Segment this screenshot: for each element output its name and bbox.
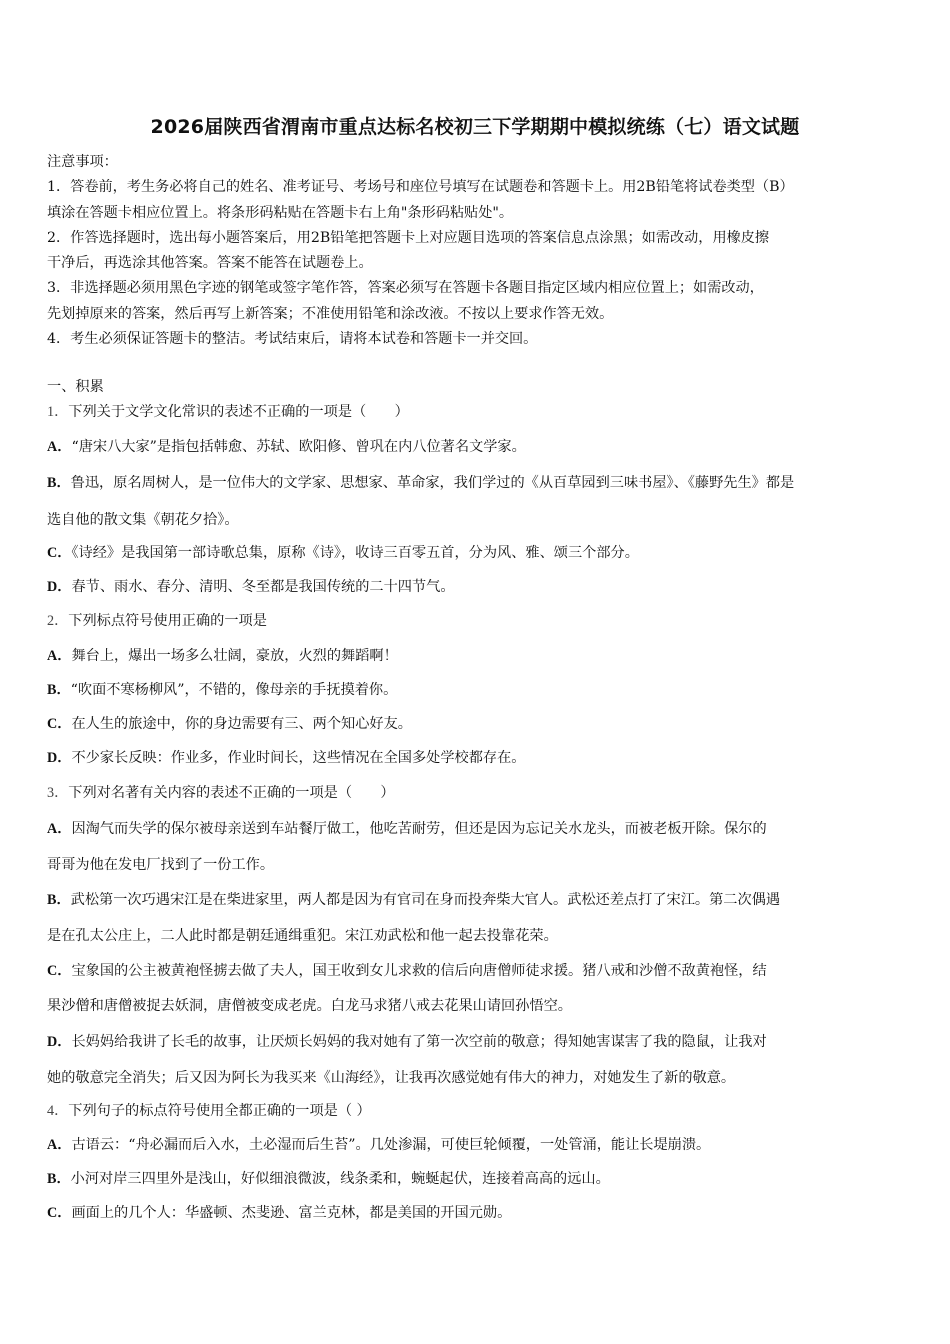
option-text: “唐宋八大家”是指包括韩愈、苏轼、欧阳修、曾巩在内八位著名文学家。 bbox=[71, 439, 526, 455]
option-text: 古语云：“舟必漏而后入水，土必湿而后生苔”。几处渗漏，可使巨轮倾覆，一处管涌，能让长堤崩溃。 bbox=[71, 1137, 711, 1153]
option-text: “吹面不寒杨柳风”，不错的，像母亲的手抚摸着你。 bbox=[70, 682, 398, 698]
option-letter: C． bbox=[47, 545, 72, 561]
option-letter: B． bbox=[47, 1171, 71, 1187]
question-text: 下列句子的标点符号使用全都正确的一项是（ ） bbox=[68, 1103, 371, 1119]
option-letter: C． bbox=[47, 963, 72, 979]
option-line bbox=[47, 645, 398, 665]
option-line bbox=[47, 960, 767, 980]
option-text: 舞台上，爆出一场多么壮阔，豪放，火烈的舞蹈啊！ bbox=[71, 648, 398, 664]
option-text: 鲁迅，原名周树人，是一位伟大的文学家、思想家、革命家，我们学过的《从百草园到三味书屋》、《藤野先生》都是 bbox=[70, 475, 795, 491]
notice-block bbox=[47, 150, 917, 352]
section-heading: 一、积累 bbox=[47, 379, 104, 395]
option-text: 小河对岸三四里外是浅山，好似细浪微波，线条柔和，蜿蜒起伏，连接着高高的远山。 bbox=[70, 1171, 610, 1187]
option-letter: B． bbox=[47, 892, 71, 908]
option-text: 不少家长反映：作业多，作业时间长，这些情况在全国多处学校都存在。 bbox=[71, 750, 526, 766]
option-letter: B． bbox=[47, 475, 71, 491]
question-stem bbox=[47, 782, 395, 802]
option-letter: A． bbox=[47, 439, 72, 455]
notice-heading: 注意事项： bbox=[47, 154, 118, 170]
option-text: 《诗经》是我国第一部诗歌总集，原称《诗》，收诗三百零五首，分为风、雅、颂三个部分。 bbox=[71, 545, 639, 561]
question-number: 1． bbox=[47, 404, 69, 420]
option-line bbox=[47, 542, 639, 562]
option-continuation: 哥哥为他在发电厂找到了一份工作。 bbox=[47, 857, 275, 873]
question-text: 下列标点符号使用正确的一项是 bbox=[68, 613, 267, 629]
option-text: 在人生的旅途中，你的身边需要有三、两个知心好友。 bbox=[71, 716, 412, 732]
notice-line: 3．非选择题必须用黑色字迹的钢笔或签字笔作答，答案必须写在答题卡各题目指定区域内相应位置上；如需改动， bbox=[47, 280, 764, 297]
question-stem bbox=[47, 401, 409, 421]
option-line bbox=[47, 1134, 710, 1154]
option-text: 武松第一次巧遇宋江是在柴进家里，两人都是因为有官司在身而投奔柴大官人。武松还差点打了宋江。第二次偶遇 bbox=[70, 892, 781, 908]
option-continuation: 是在孔太公庄上，二人此时都是朝廷通缉重犯。宋江劝武松和他一起去投靠花荣。 bbox=[47, 928, 558, 944]
option-letter: A． bbox=[47, 1137, 72, 1153]
option-line bbox=[47, 1202, 511, 1222]
option-letter: B． bbox=[47, 682, 71, 698]
notice-line: 先划掉原来的答案，然后再写上新答案；不准使用铅笔和涂改液。不按以上要求作答无效。 bbox=[47, 305, 614, 322]
option-text: 宝象国的公主被黄袍怪掳去做了夫人，国王收到女儿求救的信后向唐僧师徒求援。猪八戒和沙僧不敌黄袍怪，结 bbox=[71, 963, 767, 979]
option-line bbox=[47, 679, 397, 699]
question-text: 下列对名著有关内容的表述不正确的一项是（ ） bbox=[68, 785, 395, 801]
question-stem bbox=[47, 1100, 371, 1120]
option-text: 长妈妈给我讲了长毛的故事，让厌烦长妈妈的我对她有了第一次空前的敬意；得知她害谋害了我的隐鼠，让我对 bbox=[71, 1034, 767, 1050]
option-line bbox=[47, 472, 794, 492]
option-continuation: 她的敬意完全消失；后又因为阿长为我买来《山海经》，让我再次感觉她有伟大的神力，对她发生了新的敬意。 bbox=[47, 1070, 736, 1086]
question-number: 4． bbox=[47, 1103, 69, 1119]
option-line bbox=[47, 436, 526, 456]
option-line bbox=[47, 818, 767, 838]
option-letter: C． bbox=[47, 716, 72, 732]
notice-line: 2．作答选择题时，选出每小题答案后，用2B铅笔把答题卡上对应题目选项的答案信息点涂黑；如需改动，用橡皮擦 bbox=[47, 229, 770, 246]
option-continuation: 选自他的散文集《朝花夕拾》。 bbox=[47, 512, 239, 528]
option-letter: D． bbox=[47, 1034, 72, 1050]
option-line bbox=[47, 713, 412, 733]
option-letter: A． bbox=[47, 648, 72, 664]
question-text: 下列关于文学文化常识的表述不正确的一项是（ ） bbox=[68, 404, 409, 420]
notice-line: 填涂在答题卡相应位置上。将条形码粘贴在答题卡右上角"条形码粘贴处"。 bbox=[47, 204, 514, 221]
option-continuation: 果沙僧和唐僧被捉去妖洞，唐僧被变成老虎。白龙马求猪八戒去花果山请回孙悟空。 bbox=[47, 998, 572, 1014]
notice-line: 干净后，再选涂其他答案。答案不能答在试题卷上。 bbox=[47, 255, 373, 272]
option-line bbox=[47, 1168, 610, 1188]
question-number: 3． bbox=[47, 785, 69, 801]
option-line bbox=[47, 576, 455, 596]
question-number: 2． bbox=[47, 613, 69, 629]
option-letter: A． bbox=[47, 821, 72, 837]
question-stem bbox=[47, 610, 267, 630]
option-line bbox=[47, 747, 525, 767]
option-line bbox=[47, 889, 780, 909]
option-letter: C． bbox=[47, 1205, 72, 1221]
notice-line: 1．答卷前，考生务必将自己的姓名、准考证号、考场号和座位号填写在试题卷和答题卡上。用2B铅笔将试卷类型（B） bbox=[47, 179, 794, 196]
option-letter: D． bbox=[47, 750, 72, 766]
option-line bbox=[47, 1031, 767, 1051]
option-text: 因淘气而失学的保尔被母亲送到车站餐厅做工，他吃苦耐劳，但还是因为忘记关水龙头，而被老板开除。保尔的 bbox=[71, 821, 767, 837]
exam-title: 2026届陕西省渭南市重点达标名校初三下学期期中模拟统练（七）语文试题 bbox=[150, 116, 800, 138]
option-text: 春节、雨水、春分、清明、冬至都是我国传统的二十四节气。 bbox=[71, 579, 455, 595]
notice-line: 4．考生必须保证答题卡的整洁。考试结束后，请将本试卷和答题卡一并交回。 bbox=[47, 331, 538, 348]
option-text: 画面上的几个人：华盛顿、杰斐逊、富兰克林，都是美国的开国元勋。 bbox=[71, 1205, 512, 1221]
option-letter: D． bbox=[47, 579, 72, 595]
